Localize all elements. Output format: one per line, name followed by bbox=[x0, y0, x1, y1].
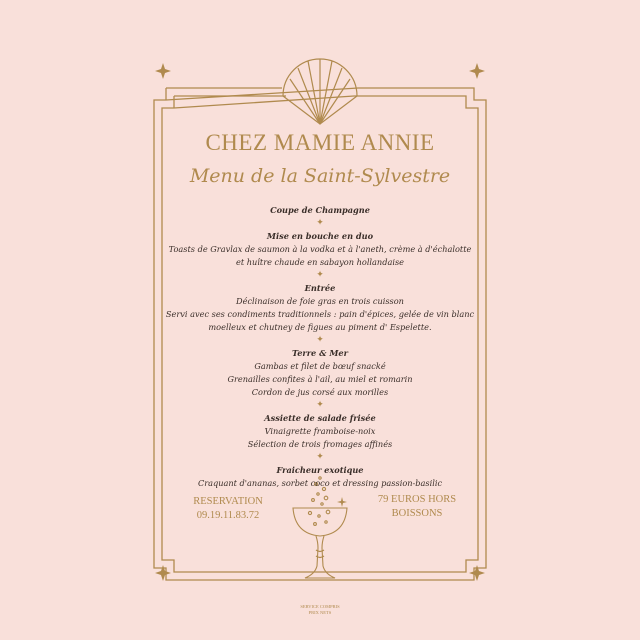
course-title: Terre & Mer bbox=[292, 348, 348, 358]
course-block bbox=[160, 347, 480, 399]
course-description: Vinaigrette framboise-noix bbox=[264, 426, 376, 436]
sparkle-icon bbox=[155, 63, 171, 79]
course-description: Cordon de jus corsé aux morilles bbox=[251, 387, 389, 397]
sparkle-divider-icon: ✦ bbox=[316, 400, 324, 410]
course-description: Grenailles confites à l'ail, au miel et romarin bbox=[227, 374, 413, 384]
sparkle-icon bbox=[337, 497, 347, 507]
course-description: Sélection de trois fromages affinés bbox=[247, 439, 393, 449]
course-description: Servi avec ses condiments traditionnels : pain d'épices, gelée de vin blanc bbox=[165, 309, 475, 319]
course-title: Mise en bouche en duo bbox=[266, 231, 374, 241]
course-title: Fraicheur exotique bbox=[276, 465, 364, 475]
course-block bbox=[160, 412, 480, 451]
champagne-glass-icon bbox=[293, 477, 347, 578]
reservation-phone[interactable]: 09.19.11.83.72 bbox=[196, 510, 260, 521]
sparkle-divider-icon: ✦ bbox=[316, 270, 324, 280]
price-line: BOISSONS bbox=[391, 508, 443, 519]
course-description: moelleux et chutney de figues au piment d' Espelette. bbox=[208, 322, 432, 332]
course-description: Craquant d'ananas, sorbet coco et dressing passion-basilic bbox=[197, 478, 443, 488]
course-title: Coupe de Champagne bbox=[270, 205, 370, 215]
price-block bbox=[372, 493, 462, 521]
course-description: Gambas et filet de bœuf snacké bbox=[254, 361, 386, 371]
reservation-block bbox=[188, 495, 268, 523]
course-description: Déclinaison de foie gras en trois cuisson bbox=[236, 296, 404, 306]
course-block bbox=[160, 282, 480, 334]
price-line: 79 EUROS HORS bbox=[377, 494, 457, 505]
reservation-label: RESERVATION bbox=[193, 496, 263, 507]
course-description: Toasts de Gravlax de saumon à la vodka et à l'aneth, crème à d'échalotte bbox=[168, 244, 472, 254]
course-block bbox=[160, 464, 480, 490]
menu-courses bbox=[160, 204, 480, 490]
course-block bbox=[160, 230, 480, 269]
sparkle-divider-icon: ✦ bbox=[316, 218, 324, 228]
sparkle-divider-icon: ✦ bbox=[316, 452, 324, 462]
course-title: Entrée bbox=[304, 283, 336, 293]
sparkle-divider-icon: ✦ bbox=[316, 335, 324, 345]
footer-note bbox=[0, 604, 640, 616]
course-title: Assiette de salade frisée bbox=[264, 413, 376, 423]
restaurant-title: CHEZ MAMIE ANNIE bbox=[205, 130, 435, 155]
menu-subtitle: Menu de la Saint-Sylvestre bbox=[189, 165, 451, 187]
course-block bbox=[160, 204, 480, 217]
footer-line: PRIX NETS bbox=[308, 610, 332, 615]
sparkle-icon bbox=[469, 63, 485, 79]
footer-line: SERVICE COMPRIS bbox=[300, 604, 340, 609]
course-description: et huître chaude en sabayon hollandaise bbox=[236, 257, 404, 267]
